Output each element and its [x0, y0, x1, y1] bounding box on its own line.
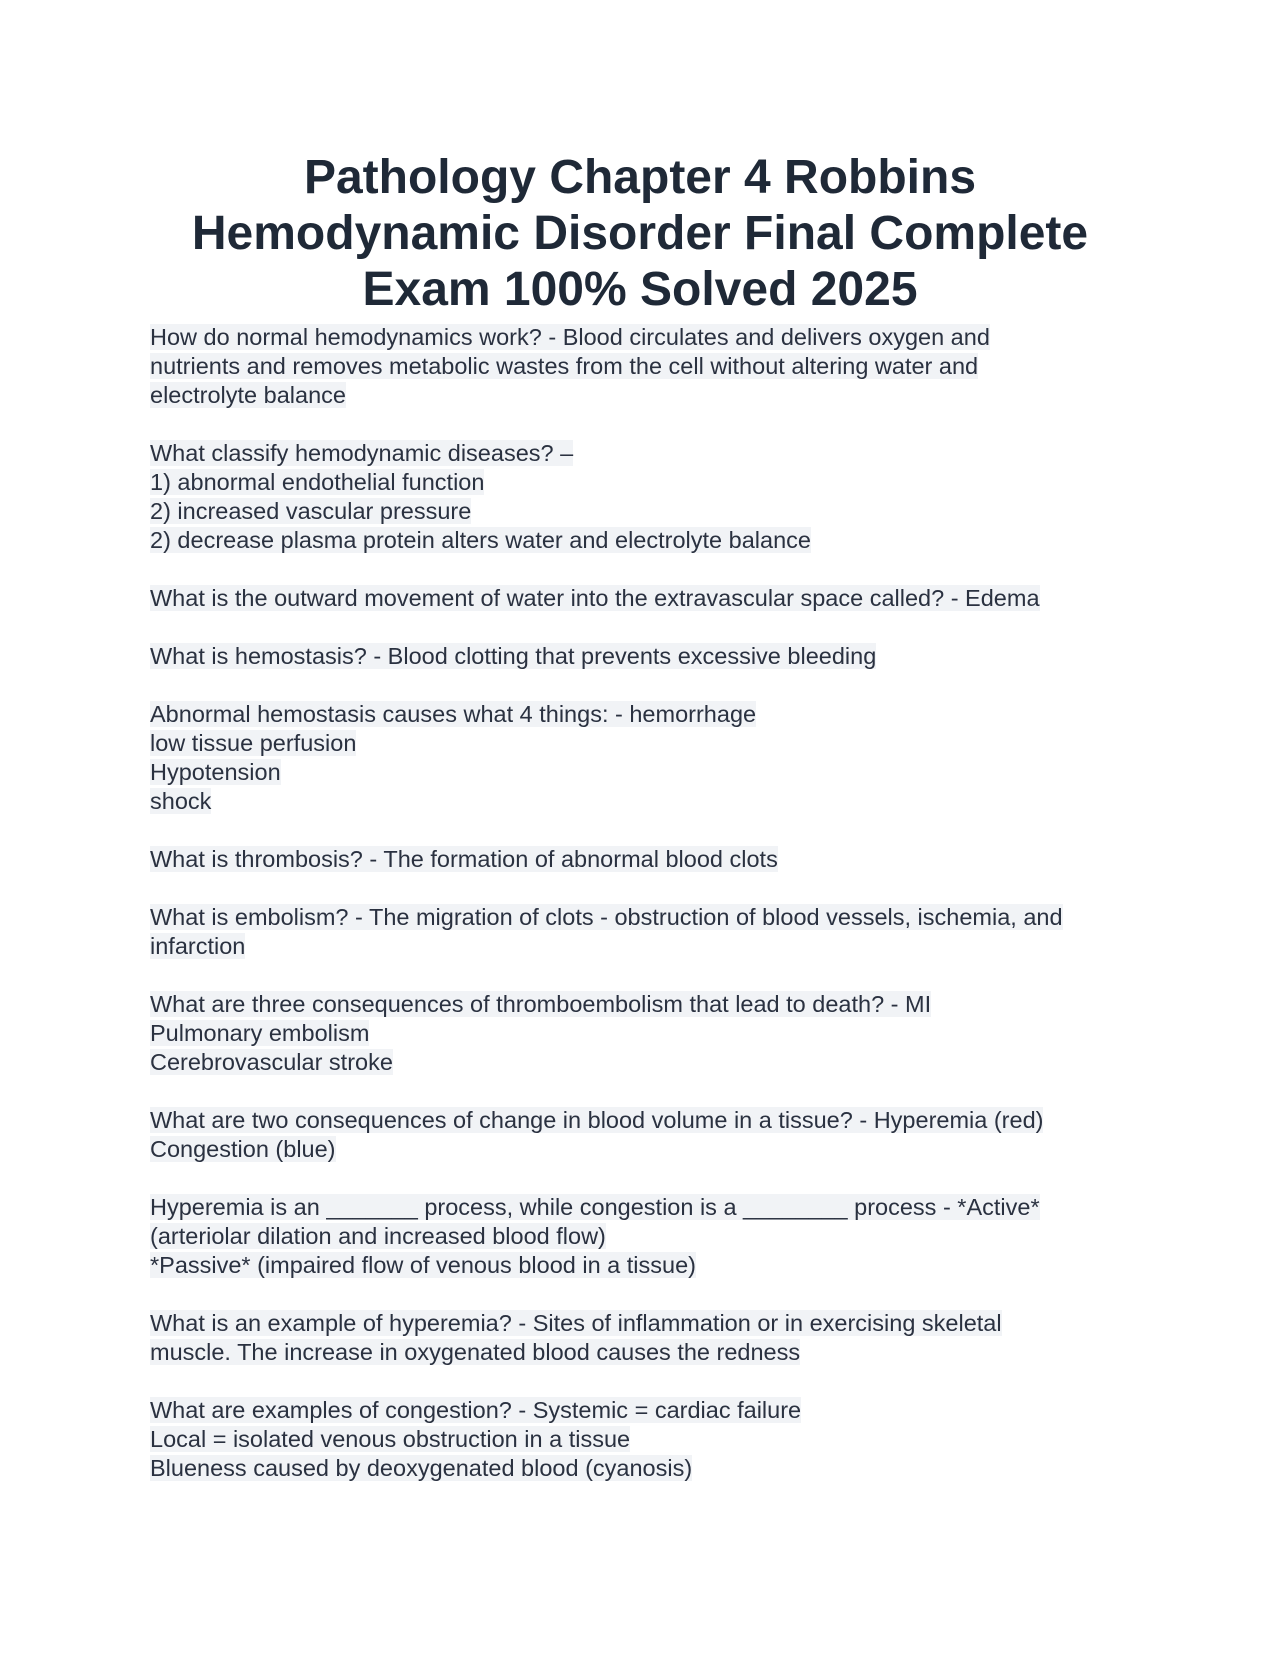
entry-line: How do normal hemodynamics work? - Blood circulates and delivers oxygen and: [150, 324, 990, 350]
entry-line: Congestion (blue): [150, 1136, 336, 1162]
entry-line: 2) increased vascular pressure: [150, 498, 472, 524]
entry-line: nutrients and removes metabolic wastes from the cell without altering water and: [150, 353, 979, 379]
flashcard-entry-1: [150, 323, 1140, 410]
flashcard-entry-11: [150, 1309, 1140, 1367]
title-line-3: Exam 100% Solved 2025: [362, 263, 918, 316]
entry-line: 1) abnormal endothelial function: [150, 469, 485, 495]
entry-line: What classify hemodynamic diseases? –: [150, 440, 574, 466]
entry-line: What are two consequences of change in blood volume in a tissue? - Hyperemia (red): [150, 1107, 1044, 1133]
entry-line: What is hemostasis? - Blood clotting that prevents excessive bleeding: [150, 643, 877, 669]
flashcard-entry-10: [150, 1193, 1140, 1280]
flashcard-entry-4: [150, 642, 1140, 671]
entry-line: What are three consequences of thromboembolism that lead to death? - MI: [150, 991, 932, 1017]
flashcard-entry-8: [150, 990, 1140, 1077]
entry-line: (arteriolar dilation and increased blood flow): [150, 1223, 606, 1249]
flashcard-list: [150, 323, 1140, 1512]
flashcard-entry-6: [150, 845, 1140, 874]
flashcard-entry-12: [150, 1396, 1140, 1483]
title-line-2: Hemodynamic Disorder Final Complete: [191, 207, 1089, 260]
entry-line: What is an example of hyperemia? - Sites of inflammation or in exercising skeletal: [150, 1310, 1002, 1336]
flashcard-entry-7: [150, 903, 1140, 961]
entry-line: Hyperemia is an _______ process, while congestion is a ________ process - *Active*: [150, 1194, 1040, 1220]
entry-line: 2) decrease plasma protein alters water and electrolyte balance: [150, 527, 811, 553]
entry-line: Hypotension: [150, 759, 281, 785]
entry-line: What is embolism? - The migration of clots - obstruction of blood vessels, ischemia, and: [150, 904, 1063, 930]
entry-line: Pulmonary embolism: [150, 1020, 370, 1046]
entry-line: What is thrombosis? - The formation of abnormal blood clots: [150, 846, 778, 872]
entry-line: Cerebrovascular stroke: [150, 1049, 393, 1075]
document-title: [150, 150, 1130, 318]
flashcard-entry-5: [150, 700, 1140, 816]
entry-line: Blueness caused by deoxygenated blood (cyanosis): [150, 1455, 693, 1481]
entry-line: Local = isolated venous obstruction in a tissue: [150, 1426, 631, 1452]
entry-line: muscle. The increase in oxygenated blood causes the redness: [150, 1339, 801, 1365]
flashcard-entry-2: [150, 439, 1140, 555]
entry-line: shock: [150, 788, 212, 814]
entry-line: electrolyte balance: [150, 382, 346, 408]
entry-line: *Passive* (impaired flow of venous blood in a tissue): [150, 1252, 696, 1278]
entry-line: Abnormal hemostasis causes what 4 things: - hemorrhage: [150, 701, 757, 727]
entry-line: infarction: [150, 933, 246, 959]
entry-line: What are examples of congestion? - Systemic = cardiac failure: [150, 1397, 802, 1423]
flashcard-entry-3: [150, 584, 1140, 613]
entry-line: What is the outward movement of water into the extravascular space called? - Edema: [150, 585, 1040, 611]
flashcard-entry-9: [150, 1106, 1140, 1164]
entry-line: low tissue perfusion: [150, 730, 357, 756]
title-line-1: Pathology Chapter 4 Robbins: [303, 151, 977, 204]
